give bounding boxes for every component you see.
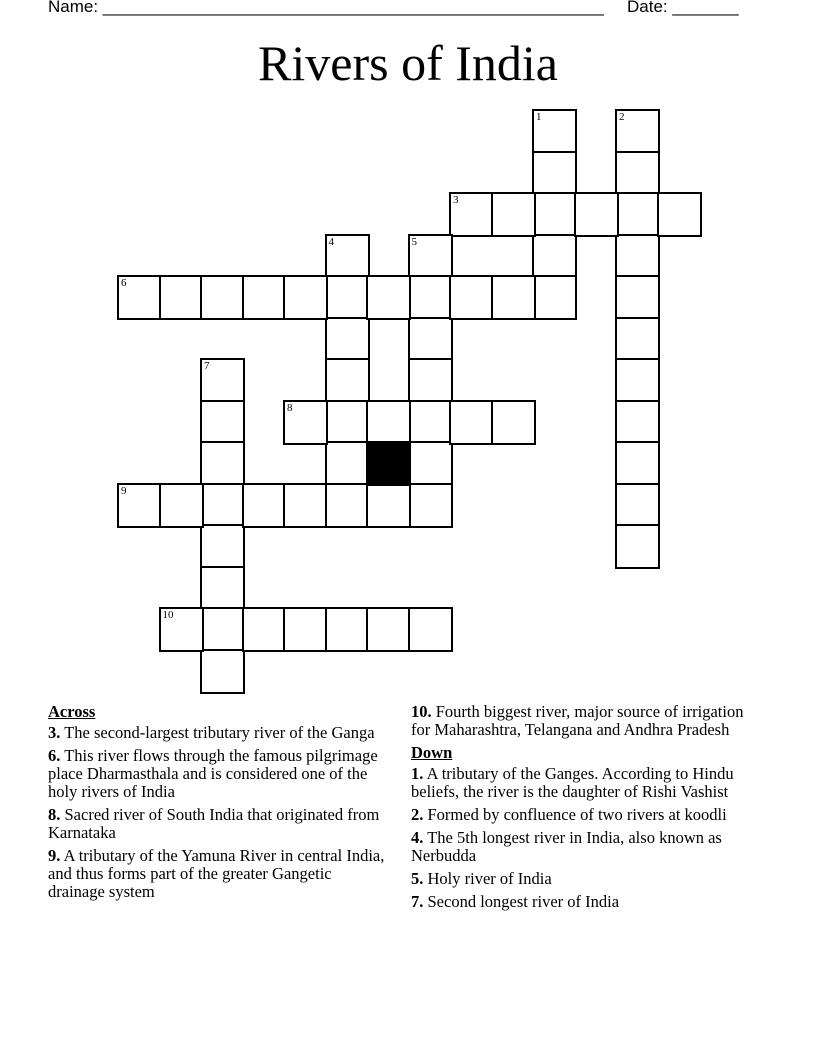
grid-cell[interactable] xyxy=(408,483,453,528)
grid-cell[interactable] xyxy=(283,400,328,445)
clue-number: 1. xyxy=(411,764,424,783)
clues-column-left xyxy=(48,703,388,906)
grid-cell[interactable] xyxy=(117,483,162,528)
date-label: Date: _______ xyxy=(627,0,739,16)
grid-cell[interactable] xyxy=(366,483,411,528)
grid-cell[interactable] xyxy=(366,400,411,445)
clue-number: 3. xyxy=(48,723,61,742)
grid-cell[interactable] xyxy=(200,524,245,569)
grid-cell[interactable] xyxy=(615,441,660,486)
grid-cell[interactable] xyxy=(283,275,328,320)
clue-number: 4. xyxy=(411,828,424,847)
grid-cell[interactable] xyxy=(532,109,577,154)
clue-number: 8. xyxy=(48,805,61,824)
grid-cell[interactable] xyxy=(325,483,370,528)
clue-number: 10. xyxy=(411,702,432,721)
grid-cell[interactable] xyxy=(325,441,370,486)
grid-cell[interactable] xyxy=(615,275,660,320)
clue-text: Holy river of India xyxy=(427,869,552,888)
clue-number: 6. xyxy=(48,746,61,765)
clue-text: A tributary of the Yamuna River in central India, and thus forms part of the greater Gangetic drainage system xyxy=(48,846,385,901)
grid-cell[interactable] xyxy=(449,400,494,445)
down-clue-7 xyxy=(411,893,766,911)
clue-number: 2. xyxy=(411,805,424,824)
clue-text: A tributary of the Ganges. According to Hindu beliefs, the river is the daughter of Rishi Vashist xyxy=(411,764,734,801)
grid-cell[interactable] xyxy=(200,566,245,611)
grid-cell[interactable] xyxy=(200,483,245,528)
grid-cell[interactable] xyxy=(200,649,245,694)
across-clue-6 xyxy=(48,747,388,801)
down-clue-1 xyxy=(411,765,766,801)
grid-cell[interactable] xyxy=(159,483,204,528)
grid-cell[interactable] xyxy=(408,441,453,486)
grid-cell[interactable] xyxy=(615,234,660,279)
across-clue-10 xyxy=(411,703,766,739)
name-label: Name: _____________________________________________________ xyxy=(48,0,604,16)
clue-number: 9. xyxy=(48,846,61,865)
grid-cell[interactable] xyxy=(200,358,245,403)
grid-cell[interactable] xyxy=(615,109,660,154)
grid-cell[interactable] xyxy=(200,275,245,320)
grid-cell[interactable] xyxy=(325,317,370,362)
across-clue-9 xyxy=(48,847,388,901)
grid-cell[interactable] xyxy=(615,192,660,237)
clue-number: 5. xyxy=(411,869,424,888)
grid-cell[interactable] xyxy=(574,192,619,237)
grid-cell[interactable] xyxy=(325,400,370,445)
cell-number: 3 xyxy=(453,194,459,206)
clue-text: The second-largest tributary river of the Ganga xyxy=(64,723,375,742)
clue-text: Formed by confluence of two rivers at koodli xyxy=(427,805,727,824)
grid-cell[interactable] xyxy=(200,441,245,486)
grid-cell[interactable] xyxy=(325,234,370,279)
grid-cell[interactable] xyxy=(532,234,577,279)
grid-cell[interactable] xyxy=(242,275,287,320)
grid-cell[interactable] xyxy=(408,275,453,320)
grid-cell[interactable] xyxy=(408,607,453,652)
grid-cell[interactable] xyxy=(532,192,577,237)
black-cell xyxy=(366,441,411,486)
grid-cell[interactable] xyxy=(532,275,577,320)
grid-cell[interactable] xyxy=(615,151,660,196)
page-title: Rivers of India xyxy=(258,35,558,91)
clue-number: 7. xyxy=(411,892,424,911)
across-clue-8 xyxy=(48,806,388,842)
cell-number: 1 xyxy=(536,111,542,123)
cell-number: 4 xyxy=(328,235,334,248)
grid-cell[interactable] xyxy=(491,275,536,320)
grid-cell[interactable] xyxy=(615,317,660,362)
grid-cell[interactable] xyxy=(159,607,204,652)
grid-cell[interactable] xyxy=(615,524,660,569)
grid-cell[interactable] xyxy=(408,317,453,362)
clue-text: Sacred river of South India that originated from Karnataka xyxy=(48,805,380,842)
cell-number: 7 xyxy=(204,360,210,372)
cell-number: 2 xyxy=(619,111,625,123)
grid-cell[interactable] xyxy=(366,607,411,652)
cell-number: 8 xyxy=(287,401,293,414)
grid-cell[interactable] xyxy=(615,483,660,528)
grid-cell[interactable] xyxy=(657,192,702,237)
grid-cell[interactable] xyxy=(325,358,370,403)
cell-number: 10 xyxy=(162,609,174,621)
grid-cell[interactable] xyxy=(449,275,494,320)
grid-cell[interactable] xyxy=(200,400,245,445)
grid-cell[interactable] xyxy=(200,607,245,652)
grid-cell[interactable] xyxy=(615,400,660,445)
grid-cell[interactable] xyxy=(117,275,162,320)
cell-number: 5 xyxy=(411,235,417,248)
grid-cell[interactable] xyxy=(408,400,453,445)
grid-cell[interactable] xyxy=(408,358,453,403)
grid-cell[interactable] xyxy=(366,275,411,320)
grid-cell[interactable] xyxy=(408,234,453,279)
clues-column-right xyxy=(411,703,766,916)
grid-cell[interactable] xyxy=(242,483,287,528)
clue-text: Second longest river of India xyxy=(427,892,620,911)
down-clue-4 xyxy=(411,829,766,865)
down-clue-2 xyxy=(411,806,766,824)
cell-number: 9 xyxy=(121,484,127,497)
down-clue-5 xyxy=(411,870,766,888)
grid-cell[interactable] xyxy=(491,400,536,445)
grid-cell[interactable] xyxy=(449,192,494,237)
across-clue-3 xyxy=(48,724,388,742)
clue-text: Fourth biggest river, major source of irrigation for Maharashtra, Telangana and Andhra Pradesh xyxy=(411,702,744,739)
grid-cell[interactable] xyxy=(325,275,370,320)
grid-cell[interactable] xyxy=(491,192,536,237)
grid-cell[interactable] xyxy=(283,483,328,528)
grid-cell[interactable] xyxy=(615,358,660,403)
grid-cell[interactable] xyxy=(325,607,370,652)
clue-text: This river flows through the famous pilgrimage place Dharmasthala and is considered one of the holy rivers of India xyxy=(48,746,378,801)
grid-cell[interactable] xyxy=(242,607,287,652)
across-heading: Across xyxy=(48,702,96,721)
grid-cell[interactable] xyxy=(159,275,204,320)
clue-text: The 5th longest river in India, also known as Nerbudda xyxy=(411,828,722,865)
grid-cell[interactable] xyxy=(532,151,577,196)
cell-number: 6 xyxy=(121,277,127,289)
grid-cell[interactable] xyxy=(283,607,328,652)
down-heading: Down xyxy=(411,743,453,762)
